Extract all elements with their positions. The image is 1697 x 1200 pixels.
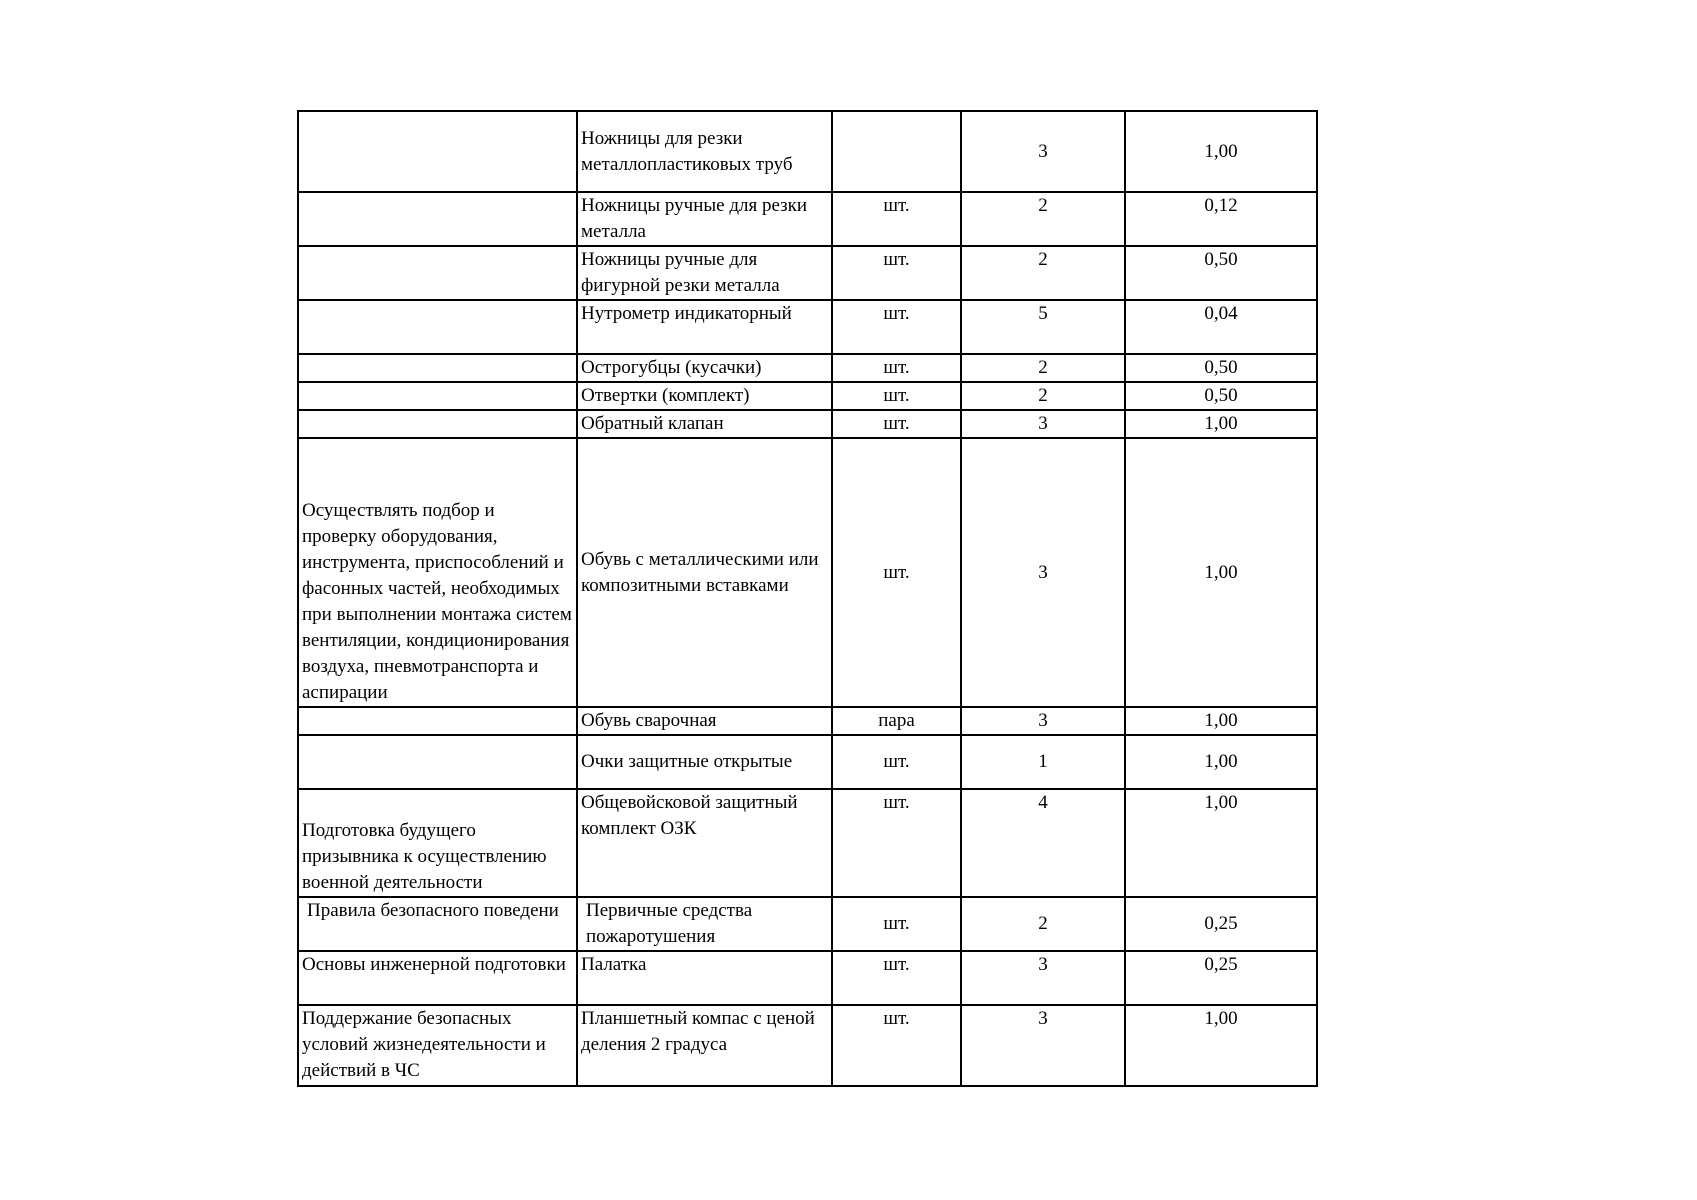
coefficient-cell: 0,50: [1125, 382, 1317, 410]
quantity-cell: 2: [961, 382, 1125, 410]
quantity-cell: 3: [961, 111, 1125, 192]
coefficient-cell: 1,00: [1125, 735, 1317, 789]
quantity-cell: 5: [961, 300, 1125, 354]
table-row: [298, 382, 1317, 410]
unit-cell: шт.: [832, 382, 961, 410]
quantity-cell: 2: [961, 246, 1125, 300]
coefficient-cell: 0,50: [1125, 246, 1317, 300]
coefficient-cell: 0,50: [1125, 354, 1317, 382]
table-row: [298, 735, 1317, 789]
coefficient-cell: 1,00: [1125, 707, 1317, 735]
unit-cell: шт.: [832, 735, 961, 789]
area-cell: [298, 354, 577, 382]
area-cell: [298, 300, 577, 354]
quantity-cell: 4: [961, 789, 1125, 897]
unit-cell: шт.: [832, 354, 961, 382]
item-name-cell: Ножницы ручные для резки металла: [577, 192, 832, 246]
quantity-cell: 1: [961, 735, 1125, 789]
table-row: [298, 354, 1317, 382]
unit-cell: шт.: [832, 192, 961, 246]
table-row: [298, 111, 1317, 192]
unit-cell: [832, 111, 961, 192]
area-cell: [298, 246, 577, 300]
quantity-cell: 3: [961, 410, 1125, 438]
item-name-cell: Ножницы ручные для фигурной резки металла: [577, 246, 832, 300]
unit-cell: шт.: [832, 951, 961, 1005]
coefficient-cell: 0,12: [1125, 192, 1317, 246]
area-cell: [298, 111, 577, 192]
item-name-cell: Острогубцы (кусачки): [577, 354, 832, 382]
area-cell: [298, 382, 577, 410]
unit-cell: шт.: [832, 789, 961, 897]
quantity-cell: 3: [961, 707, 1125, 735]
area-cell: [298, 192, 577, 246]
coefficient-cell: 1,00: [1125, 789, 1317, 897]
quantity-cell: 2: [961, 354, 1125, 382]
quantity-cell: 2: [961, 897, 1125, 951]
item-name-cell: Планшетный компас с ценой деления 2 градуса: [577, 1005, 832, 1086]
area-cell: Правила безопасного поведени: [298, 897, 577, 951]
quantity-cell: 3: [961, 951, 1125, 1005]
area-cell: Осуществлять подбор и проверку оборудования, инструмента, приспособлений и фасонных частей, необходимых при выполнении монтажа систем вентиляции, кондиционирования воздуха, пневмотранспорта и аспирации: [298, 438, 577, 707]
unit-cell: шт.: [832, 246, 961, 300]
area-cell: [298, 735, 577, 789]
table-row: [298, 410, 1317, 438]
table-row: [298, 300, 1317, 354]
unit-cell: шт.: [832, 410, 961, 438]
table-row: [298, 192, 1317, 246]
unit-cell: шт.: [832, 897, 961, 951]
item-name-cell: Обувь сварочная: [577, 707, 832, 735]
coefficient-cell: 1,00: [1125, 1005, 1317, 1086]
area-cell: [298, 410, 577, 438]
table-row: [298, 1005, 1317, 1086]
table-row: [298, 951, 1317, 1005]
coefficient-cell: 1,00: [1125, 438, 1317, 707]
item-name-cell: Первичные средства пожаротушения: [577, 897, 832, 951]
item-name-cell: Очки защитные открытые: [577, 735, 832, 789]
item-name-cell: Обувь с металлическими или композитными вставками: [577, 438, 832, 707]
coefficient-cell: 0,25: [1125, 951, 1317, 1005]
unit-cell: пара: [832, 707, 961, 735]
quantity-cell: 3: [961, 438, 1125, 707]
table-row: [298, 246, 1317, 300]
coefficient-cell: 0,04: [1125, 300, 1317, 354]
area-cell: Подготовка будущего призывника к осуществлению военной деятельности: [298, 789, 577, 897]
table-row: [298, 438, 1317, 707]
unit-cell: шт.: [832, 300, 961, 354]
coefficient-cell: 0,25: [1125, 897, 1317, 951]
area-cell: Основы инженерной подготовки: [298, 951, 577, 1005]
table-row: [298, 897, 1317, 951]
coefficient-cell: 1,00: [1125, 111, 1317, 192]
table-row: [298, 707, 1317, 735]
area-cell: [298, 707, 577, 735]
coefficient-cell: 1,00: [1125, 410, 1317, 438]
item-name-cell: Отвертки (комплект): [577, 382, 832, 410]
item-name-cell: Общевойсковой защитный комплект ОЗК: [577, 789, 832, 897]
area-cell: Поддержание безопасных условий жизнедеятельности и действий в ЧС: [298, 1005, 577, 1086]
unit-cell: шт.: [832, 438, 961, 707]
quantity-cell: 3: [961, 1005, 1125, 1086]
item-name-cell: Обратный клапан: [577, 410, 832, 438]
item-name-cell: Нутрометр индикаторный: [577, 300, 832, 354]
item-name-cell: Палатка: [577, 951, 832, 1005]
unit-cell: шт.: [832, 1005, 961, 1086]
item-name-cell: [577, 111, 832, 192]
item-name: Ножницы для резки металлопластиковых труб: [581, 128, 793, 175]
quantity-cell: 2: [961, 192, 1125, 246]
table-row: [298, 789, 1317, 897]
equipment-table: [297, 110, 1318, 1087]
